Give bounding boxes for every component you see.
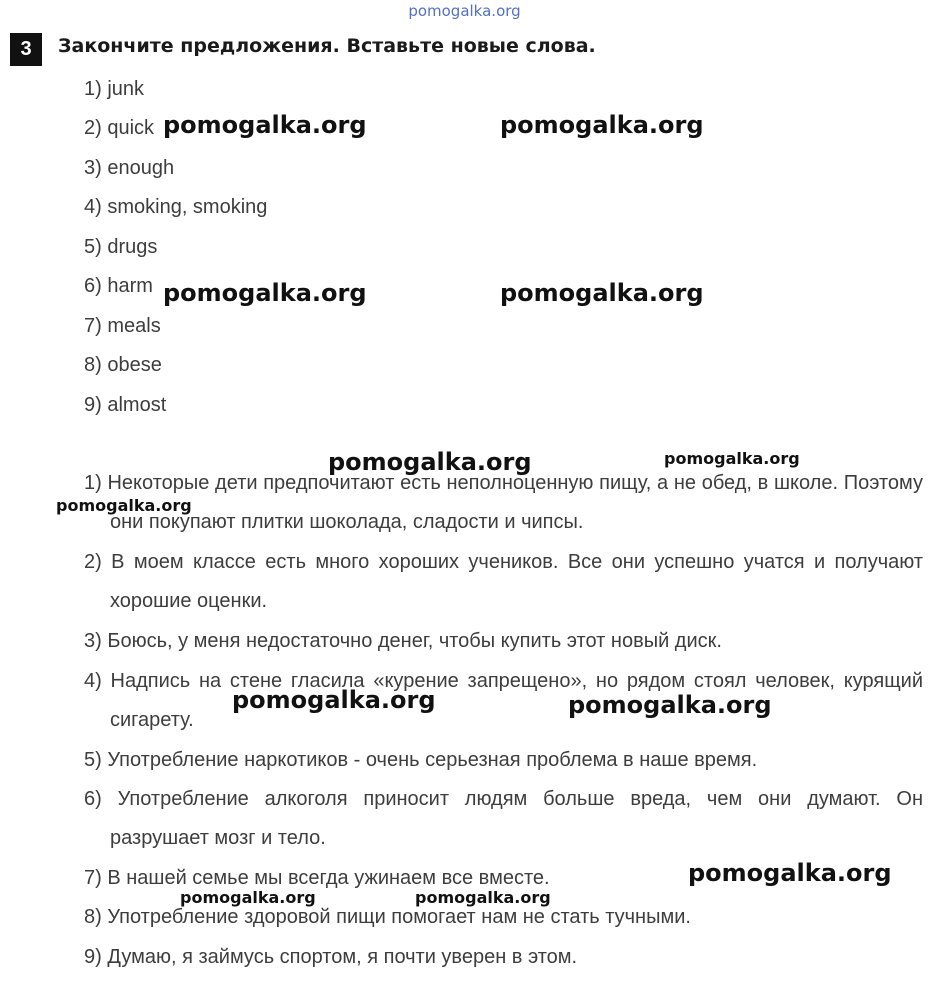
translation-item: 8) Употребление здоровой пищи помогает нам не стать тучными. [84, 906, 691, 928]
translation-item: 7) В нашей семье мы всегда ужинаем все вместе. [84, 867, 550, 889]
watermark: pomogalka.org [328, 448, 532, 476]
watermark: pomogalka.org [56, 496, 192, 515]
watermark: pomogalka.org [500, 279, 704, 307]
answer-item: 7) meals [84, 315, 161, 337]
answer-item: 2) quick [84, 117, 155, 139]
top-watermark: pomogalka.org [408, 2, 521, 20]
answer-item: 8) obese [84, 354, 162, 376]
task-number-badge: 3 [10, 33, 42, 66]
watermark: pomogalka.org [163, 279, 367, 307]
translation-item: 1) Некоторые дети предпочитают есть неполноценную пищу, а не обед, в школе. Поэтому они покупают плитки шоколада, сладости и чипсы. [84, 472, 923, 533]
watermark: pomogalka.org [664, 449, 800, 468]
answer-item: 4) smoking, smoking [84, 196, 268, 218]
answer-item: 6) harm [84, 275, 153, 297]
translation-item: 2) В моем классе есть много хороших учеников. Все они успешно учатся и получают хорошие оценки. [84, 551, 923, 612]
watermark: pomogalka.org [163, 111, 367, 139]
translation-item: 3) Боюсь, у меня недостаточно денег, чтобы купить этот новый диск. [84, 630, 722, 652]
watermark: pomogalka.org [688, 859, 892, 887]
watermark: pomogalka.org [568, 691, 772, 719]
watermark: pomogalka.org [180, 888, 316, 907]
translation-item: 6) Употребление алкоголя приносит людям больше вреда, чем они думают. Он разрушает мозг и тело. [84, 788, 923, 849]
translation-item: 9) Думаю, я займусь спортом, я почти уверен в этом. [84, 946, 578, 968]
answer-item: 3) enough [84, 157, 175, 179]
answer-item: 5) drugs [84, 236, 158, 258]
translation-item: 5) Употребление наркотиков - очень серьезная проблема в наше время. [84, 749, 758, 771]
translation-item: 4) Надпись на стене гласила «курение запрещено», но рядом стоял человек, курящий сигарету. [84, 670, 923, 731]
watermark: pomogalka.org [232, 686, 436, 714]
answer-item: 9) almost [84, 394, 167, 416]
answer-item: 1) junk [84, 78, 145, 100]
watermark: pomogalka.org [500, 111, 704, 139]
task-title: Закончите предложения. Вставьте новые слова. [58, 35, 596, 57]
watermark: pomogalka.org [415, 888, 551, 907]
